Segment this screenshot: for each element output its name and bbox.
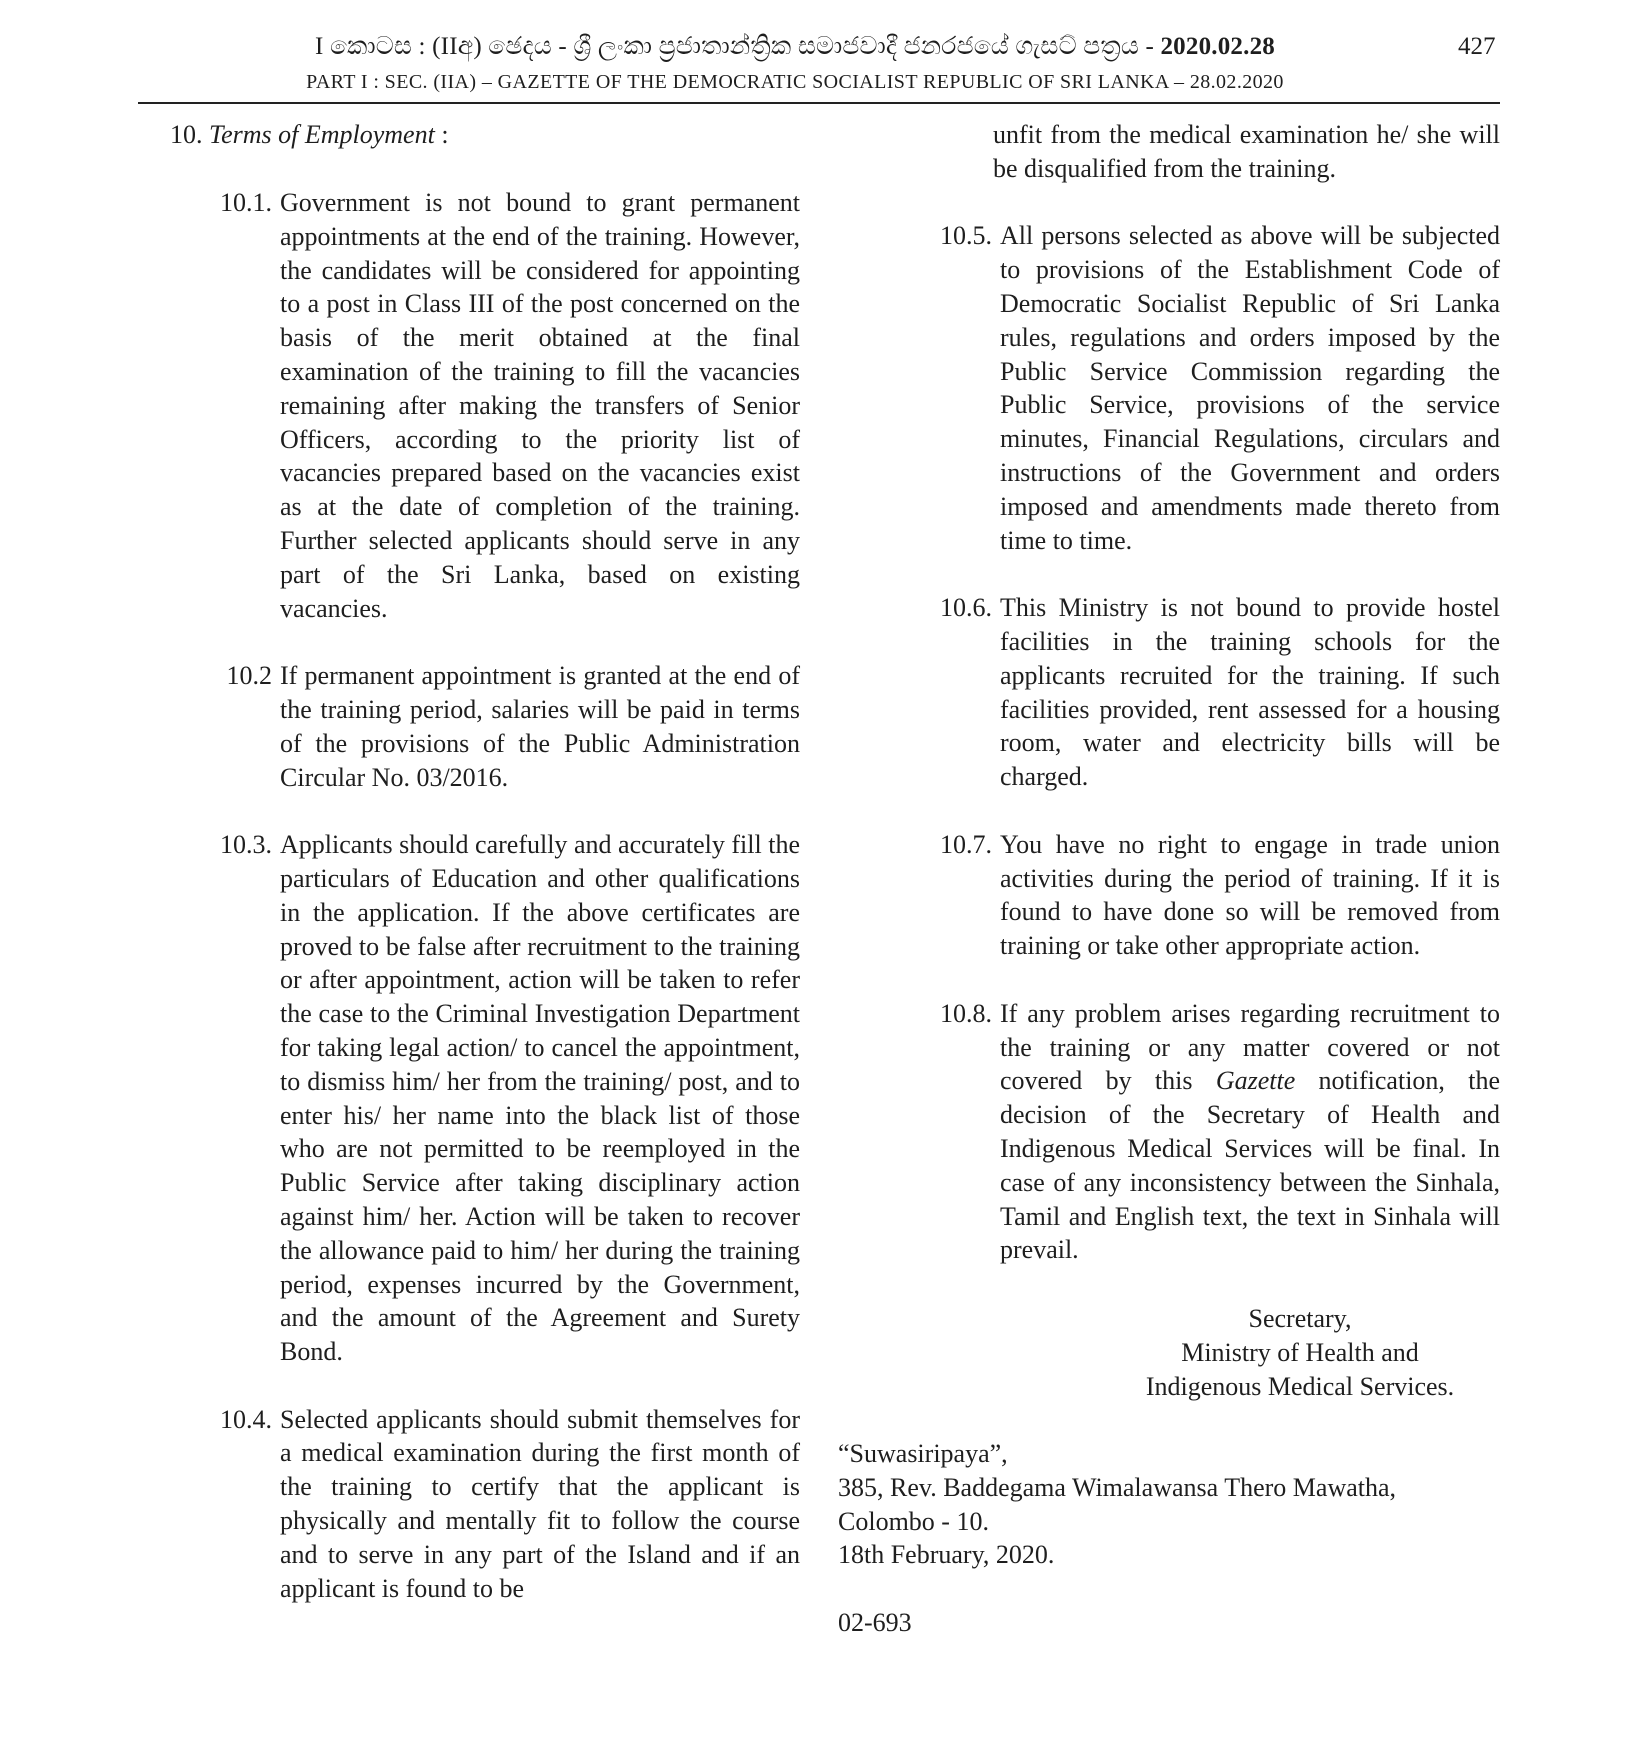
header-sinhala-date: 2020.02.28 [1160, 33, 1275, 60]
address-city: Colombo - 10. [838, 1506, 989, 1536]
clause-10-3 [170, 828, 800, 1369]
clause-number: 10.2 [226, 661, 272, 691]
header-divider [138, 102, 1500, 104]
clause-text: This Ministry is not bound to provide hostel facilities in the training schools for the applicants recruited for the training. If such facilities provided, rent assessed for a housing room, water and electricity bills will be charged. [1000, 593, 1500, 792]
clause-10-7 [925, 828, 1500, 963]
clause-text-part: If any problem arises regarding recruitment to the training or any matter covered or not covered by this [1000, 998, 1500, 1096]
clause-number: 10.8. [940, 998, 992, 1028]
clause-10-8 [925, 997, 1500, 1267]
section-title-suffix: : [434, 120, 449, 149]
clause-text: You have no right to engage in trade union activities during the period of training. If it is found to have done so will be removed from training or take other appropriate action. [1000, 829, 1500, 961]
header-english-title: PART I : SEC. (IIA) – GAZETTE OF THE DEMOCRATIC SOCIALIST REPUBLIC OF SRI LANKA – 28.02.2020 [306, 71, 1284, 93]
address-street: 385, Rev. Baddegama Wimalawansa Thero Mawatha, [838, 1472, 1397, 1502]
clause-10-4-continuation: unfit from the medical examination he/ she will be disqualified from the training. [993, 120, 1500, 183]
clause-text-part: notification, the decision of the Secretary of Health and Indigenous Medical Services will be final. In case of any inconsistency between the Sinhala, Tamil and English text, the text in Sinhala will prevail. [1000, 1066, 1500, 1265]
clause-10-2 [170, 659, 800, 794]
right-column [925, 118, 1500, 1301]
signature-block [1000, 1302, 1600, 1403]
clause-text: All persons selected as above will be subjected to provisions of the Establishment Code of Democratic Socialist Republic of Sri Lanka rules, regulations and orders imposed by the Public Service Commission regarding the Public Service, provisions of the service minutes, Financial Regulations, circulars and instructions of the Government and orders imposed and amendments made thereto from time to time. [1000, 221, 1500, 555]
address-building: “Suwasiripaya”, [838, 1439, 1008, 1468]
clause-10-4 [170, 1403, 800, 1606]
page-number: 427 [1458, 33, 1496, 60]
clause-number: 10.5. [940, 221, 992, 251]
clause-10-5 [925, 219, 1500, 557]
clause-text: If permanent appointment is granted at the end of the training period, salaries will be paid in terms of the provisions of the Public Administration Circular No. 03/2016. [280, 661, 800, 792]
header-sinhala-title [0, 30, 1590, 64]
clause-text [1000, 997, 1500, 1267]
clause-number: 10.3. [220, 830, 272, 860]
clause-number: 10.1. [220, 188, 272, 217]
address-block [838, 1437, 1598, 1572]
clause-number: 10.4. [220, 1404, 272, 1434]
clause-10-1 [170, 186, 800, 625]
clause-text: Applicants should carefully and accurately fill the particulars of Education and other qualifications in the application. If the above certificates are proved to be false after recruitment to the training or after appointment, action will be taken to refer the case to the Criminal Investigation Department for taking legal action/ to cancel the appointment, to dismiss him/ her from the training/ post, and to enter his/ her name into the black list of those who are not permitted to be reemployed in the Public Service after taking disciplinary action against him/ her. Action will be taken to recover the allowance paid to him/ her during the training period, expenses incurred by the Government, and the amount of the Agreement and Surety Bond. [280, 830, 800, 1367]
signature-title: Secretary, [1248, 1304, 1352, 1333]
clause-number: 10.7. [940, 829, 992, 859]
address-date: 18th February, 2020. [838, 1540, 1055, 1570]
notice-number: 02-693 [838, 1608, 912, 1637]
signature-ministry-line1: Ministry of Health and [1181, 1337, 1419, 1367]
left-column [170, 118, 800, 1639]
gazette-italic: Gazette [1215, 1066, 1296, 1096]
clause-10-6 [925, 591, 1500, 794]
section-title: Terms of Employment [209, 120, 435, 149]
section-number: 10. [170, 120, 203, 149]
clause-text: Government is not bound to grant permanent appointments at the end of the training. However, the candidates will be considered for appointing to a post in Class III of the post concerned on the basis of the merit obtained at the final examination of the training to fill the vacancies remaining after making the transfers of Senior Officers, according to the priority list of vacancies prepared based on the vacancies exist as at the date of completion of the training. Further selected applicants should serve in any part of the Sri Lanka, based on existing vacancies. [280, 188, 800, 623]
header-sinhala-text: I කොටස : (IIඅ) ඡෙදය - ශ්‍රී ලංකා ප්‍රජාතාන්ත්‍රික සමාජවාදී ජනරජයේ ගැසට් පත්‍රය - [315, 33, 1161, 60]
signature-ministry-line2: Indigenous Medical Services. [1145, 1371, 1455, 1401]
clause-number: 10.6. [940, 593, 992, 623]
clause-text: Selected applicants should submit themselves for a medical examination during the first month of the training to certify that the applicant is physically and mentally fit to follow the course and to serve in any part of the Island and if an applicant is found to be [280, 1404, 800, 1603]
section-heading [170, 118, 800, 152]
